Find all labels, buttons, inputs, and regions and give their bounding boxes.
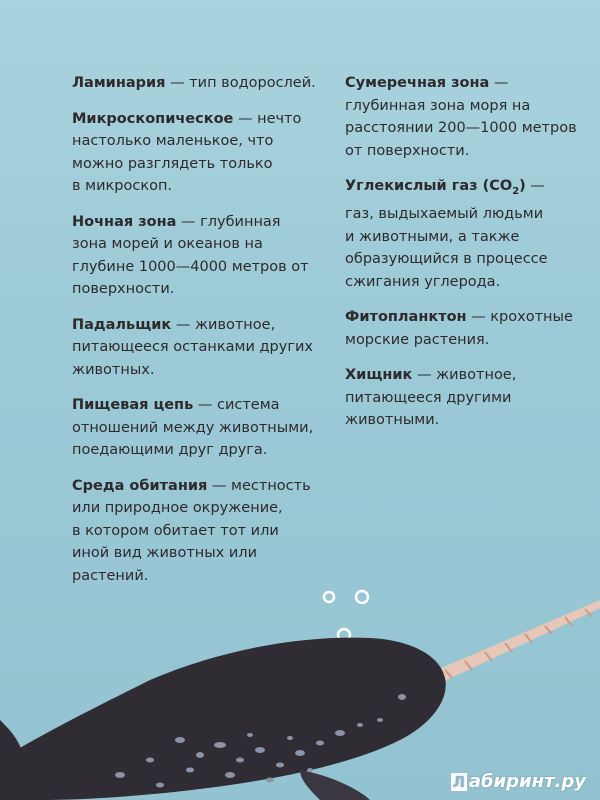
glossary-term: Углекислый газ $(CO_2)$: [345, 178, 526, 197]
glossary-term: Хищник: [345, 367, 413, 384]
glossary-definition: в котором обитает тот или: [72, 522, 279, 539]
glossary-definition: — система: [193, 397, 280, 413]
watermark: [451, 771, 586, 792]
glossary-entry: [72, 394, 332, 462]
glossary-definition: животных.: [72, 361, 155, 378]
glossary-definition: или природное окружение,: [72, 500, 283, 516]
glossary-definition: питающееся останками других: [72, 339, 313, 355]
bubble-icon: [356, 591, 368, 603]
glossary-definition: иной вид животных или: [72, 545, 257, 561]
glossary-column-left: [72, 72, 332, 600]
glossary-definition: — животное,: [171, 316, 276, 333]
glossary-definition: — тип водорослей.: [165, 75, 316, 91]
glossary-entry: [72, 72, 332, 95]
eye-icon: [398, 694, 406, 700]
glossary-definition: —: [525, 178, 545, 194]
glossary-entry: [72, 314, 332, 382]
glossary-definition: можно разглядеть только: [72, 155, 273, 172]
glossary-definition: —: [489, 75, 509, 91]
glossary-entry: [345, 306, 590, 351]
glossary-definition: — глубинная: [176, 213, 281, 230]
glossary-definition: от поверхности.: [345, 142, 470, 159]
glossary-definition: и животными, а также: [345, 228, 520, 245]
glossary-entry: [345, 175, 590, 293]
watermark-text: абиринт.ру: [468, 771, 586, 792]
glossary-entry: [72, 108, 332, 198]
labirint-logo-icon: Л: [452, 773, 466, 791]
glossary-definition: — местность: [207, 477, 311, 494]
glossary-definition: глубине 1000—4000 метров от: [72, 258, 309, 275]
glossary-entry: [345, 364, 590, 432]
glossary-term: Падальщик: [72, 316, 172, 333]
glossary-term: Среда обитания: [72, 477, 208, 494]
glossary-definition: — животное,: [412, 367, 517, 384]
glossary-term: Фитопланктон: [345, 309, 467, 326]
glossary-definition: в микроскоп.: [72, 178, 173, 194]
glossary-definition: глубинная зона моря на: [345, 97, 531, 114]
glossary-entry: [72, 211, 332, 301]
bubble-icon: [324, 592, 334, 602]
glossary-term: Пищевая цепь: [72, 397, 194, 413]
glossary-term: Ночная зона: [72, 213, 177, 230]
glossary-definition: животными.: [345, 412, 440, 429]
glossary-definition: образующийся в процессе: [345, 251, 548, 268]
glossary-column-right: [345, 72, 590, 445]
glossary-definition: — крохотные: [466, 309, 573, 326]
narwhal-illustration: [0, 560, 600, 800]
glossary-definition: питающееся другими: [345, 389, 512, 406]
glossary-definition: расстоянии 200—1000 метров: [345, 120, 577, 136]
glossary-definition: растений.: [72, 567, 149, 584]
glossary-definition: морские растения.: [345, 331, 490, 348]
glossary-term: Сумеречная зона: [345, 75, 490, 91]
glossary-definition: сжигания углерода.: [345, 273, 501, 290]
glossary-entry: [345, 72, 590, 162]
tusk-icon: [432, 600, 600, 684]
glossary-definition: настолько маленькое, что: [72, 133, 274, 149]
glossary-definition: поверхности.: [72, 281, 175, 297]
glossary-definition: зона морей и океанов на: [72, 236, 263, 252]
glossary-definition: отношений между животными,: [72, 419, 314, 436]
glossary-term: Ламинария: [72, 75, 166, 91]
glossary-term: Микроскопическое: [72, 110, 234, 127]
glossary-definition: — нечто: [233, 110, 302, 127]
glossary-definition: поедающими друг друга.: [72, 442, 268, 458]
glossary-definition: газ, выдыхаемый людьми: [345, 206, 544, 223]
